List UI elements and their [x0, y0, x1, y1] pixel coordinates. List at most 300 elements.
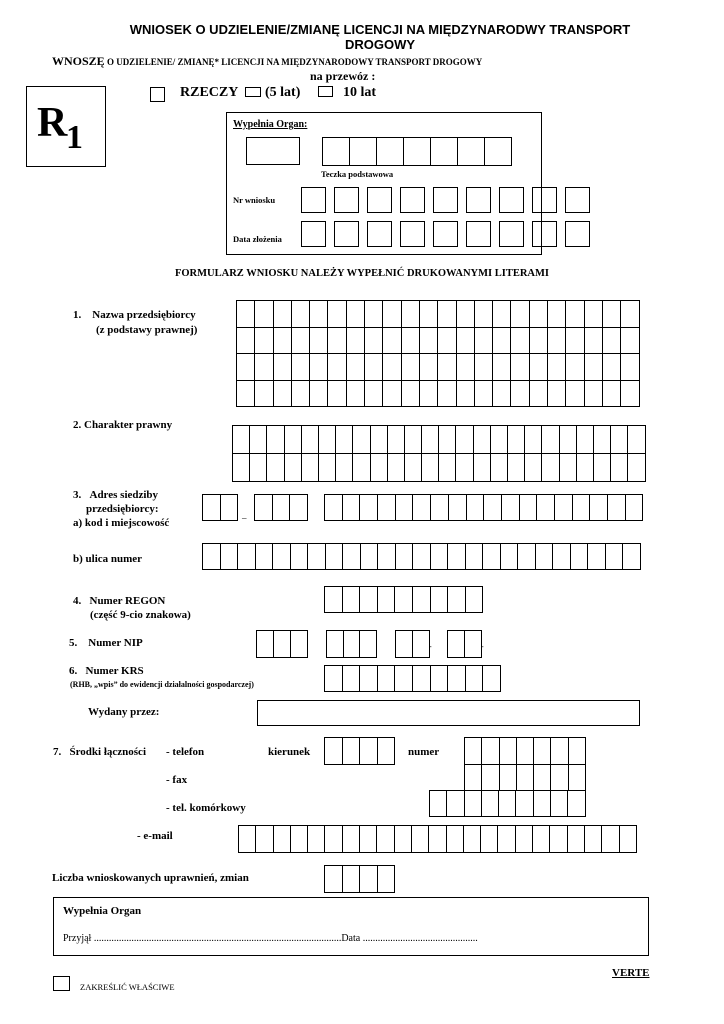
char-cell[interactable] [511, 301, 529, 328]
char-cell[interactable] [267, 454, 284, 482]
char-cell[interactable] [548, 328, 566, 355]
char-cell[interactable] [256, 544, 274, 570]
char-cell[interactable] [571, 544, 589, 570]
char-cell[interactable] [308, 544, 326, 570]
ten-years-label: 10 lat [343, 85, 377, 100]
char-cell[interactable] [568, 826, 585, 853]
office-use-bottom-box [53, 897, 649, 956]
char-cell[interactable] [274, 301, 292, 328]
filing-date-label: Data złożenia [233, 234, 282, 244]
char-cell[interactable] [405, 454, 422, 482]
char-cell[interactable] [542, 426, 559, 454]
char-cell[interactable] [498, 826, 515, 853]
char-cell[interactable] [343, 495, 361, 521]
char-cell[interactable] [525, 426, 542, 454]
char-cell[interactable] [250, 454, 267, 482]
application-number-label: Nr wniosku [233, 195, 276, 205]
char-cell[interactable] [511, 328, 529, 355]
char-cell[interactable] [457, 381, 475, 408]
char-cell[interactable] [402, 381, 420, 408]
char-cell[interactable] [585, 354, 603, 381]
char-cell[interactable] [438, 354, 456, 381]
char-cell[interactable] [533, 826, 550, 853]
char-cell[interactable] [310, 328, 328, 355]
char-cell[interactable] [475, 381, 493, 408]
char-cell[interactable] [255, 301, 273, 328]
office-prefix-box[interactable] [246, 137, 300, 165]
char-cell[interactable] [420, 301, 438, 328]
char-cell[interactable] [457, 301, 475, 328]
char-cell[interactable] [233, 454, 250, 482]
char-cell[interactable] [447, 826, 464, 853]
char-cell[interactable] [413, 587, 431, 613]
char-cell[interactable] [457, 354, 475, 381]
char-cell[interactable] [325, 666, 343, 692]
char-cell[interactable] [291, 826, 308, 853]
regon-sublabel: (część 9-cio znakowa) [90, 609, 191, 621]
email-cells[interactable] [238, 825, 637, 853]
mobile-label: - tel. komórkowy [166, 802, 246, 814]
char-cell[interactable] [475, 328, 493, 355]
char-cell[interactable] [534, 738, 551, 765]
char-cell[interactable] [585, 381, 603, 408]
char-cell[interactable] [520, 495, 538, 521]
char-cell[interactable] [274, 354, 292, 381]
char-cell[interactable] [448, 587, 466, 613]
char-cell[interactable] [237, 354, 255, 381]
char-cell[interactable] [628, 426, 645, 454]
char-cell[interactable] [378, 587, 396, 613]
char-cell[interactable] [501, 544, 519, 570]
char-cell[interactable] [378, 544, 396, 570]
char-cell[interactable] [536, 544, 554, 570]
char-cell[interactable] [456, 426, 473, 454]
char-cell[interactable] [467, 495, 485, 521]
char-cell[interactable] [347, 381, 365, 408]
char-cell[interactable] [405, 426, 422, 454]
char-cell[interactable] [553, 544, 571, 570]
char-cell[interactable] [448, 666, 466, 692]
char-cell[interactable] [431, 495, 449, 521]
char-cell[interactable] [465, 791, 482, 817]
char-cell[interactable] [439, 454, 456, 482]
permits-count-cells[interactable] [324, 865, 395, 893]
char-cell[interactable] [560, 426, 577, 454]
char-cell[interactable] [525, 454, 542, 482]
char-cell[interactable] [621, 354, 639, 381]
char-cell[interactable] [482, 791, 499, 817]
char-cell[interactable] [360, 666, 378, 692]
char-cell[interactable] [402, 354, 420, 381]
char-cell[interactable] [465, 765, 482, 791]
char-cell[interactable] [328, 354, 346, 381]
address-label: 3. Adres siedziby [73, 489, 159, 501]
char-cell[interactable] [566, 328, 584, 355]
char-cell[interactable] [457, 328, 475, 355]
char-cell[interactable] [221, 544, 239, 570]
char-cell[interactable] [530, 301, 548, 328]
char-cell[interactable] [422, 426, 439, 454]
office-use-box [226, 112, 542, 255]
form-code-box [26, 86, 106, 167]
company-name-grid[interactable] [236, 300, 640, 407]
issued-by-field[interactable] [257, 700, 640, 726]
char-cell[interactable] [292, 328, 310, 355]
regon-label: 4. Numer REGON [73, 595, 166, 607]
char-cell[interactable] [353, 426, 370, 454]
regon-cells[interactable] [324, 586, 483, 613]
char-cell[interactable] [328, 381, 346, 408]
char-cell[interactable] [517, 738, 534, 765]
krs-cells[interactable] [324, 665, 501, 692]
subtitle-first-word: WNOSZĘ [52, 54, 105, 68]
form-subtitle [52, 54, 482, 69]
char-cell[interactable] [603, 381, 621, 408]
char-cell[interactable] [447, 791, 464, 817]
char-cell[interactable] [448, 544, 466, 570]
char-cell[interactable] [292, 381, 310, 408]
char-cell[interactable] [413, 495, 431, 521]
char-cell[interactable] [456, 454, 473, 482]
char-cell[interactable] [395, 666, 413, 692]
goods-label: RZECZY [180, 85, 239, 100]
permits-count-label: Liczba wnioskowanych uprawnień, zmian [52, 872, 249, 884]
char-cell[interactable] [310, 381, 328, 408]
char-cell[interactable] [537, 495, 555, 521]
char-cell[interactable] [420, 328, 438, 355]
char-cell[interactable] [343, 666, 361, 692]
char-cell[interactable] [621, 301, 639, 328]
char-cell[interactable] [383, 328, 401, 355]
goods-checkbox[interactable] [150, 87, 165, 102]
char-cell[interactable] [383, 381, 401, 408]
char-cell[interactable] [365, 328, 383, 355]
char-cell[interactable] [517, 765, 534, 791]
char-cell[interactable] [274, 328, 292, 355]
char-cell[interactable] [328, 328, 346, 355]
char-cell[interactable] [594, 454, 611, 482]
phone-number-label: numer [408, 746, 440, 758]
char-cell[interactable] [430, 791, 447, 817]
char-cell[interactable] [516, 791, 533, 817]
office-use-bottom-heading: Wypełnia Organ [63, 905, 142, 917]
char-cell[interactable] [606, 544, 624, 570]
char-cell[interactable] [548, 354, 566, 381]
char-cell[interactable] [482, 765, 499, 791]
char-cell[interactable] [590, 495, 608, 521]
char-cell[interactable] [550, 826, 567, 853]
char-cell[interactable] [310, 301, 328, 328]
char-cell[interactable] [256, 826, 273, 853]
char-cell[interactable] [239, 826, 256, 853]
char-cell[interactable] [255, 381, 273, 408]
char-cell[interactable] [285, 454, 302, 482]
char-cell[interactable] [319, 454, 336, 482]
char-cell[interactable] [274, 826, 291, 853]
char-cell[interactable] [325, 495, 343, 521]
char-cell[interactable] [325, 826, 342, 853]
company-name-sublabel: (z podstawy prawnej) [96, 324, 198, 336]
char-cell[interactable] [530, 381, 548, 408]
char-cell[interactable] [577, 426, 594, 454]
main-folder-label: Teczka podstawowa [321, 169, 394, 179]
char-cell[interactable] [482, 738, 499, 765]
char-cell[interactable] [603, 301, 621, 328]
char-cell[interactable] [516, 826, 533, 853]
issued-by-label: Wydany przez: [88, 706, 160, 718]
char-cell[interactable] [585, 826, 602, 853]
char-cell[interactable] [551, 765, 568, 791]
char-cell[interactable] [365, 301, 383, 328]
char-cell[interactable] [360, 826, 377, 853]
char-cell[interactable] [603, 354, 621, 381]
nip-cells-group2[interactable] [326, 630, 377, 658]
char-cell[interactable] [361, 544, 379, 570]
char-cell[interactable] [347, 328, 365, 355]
char-cell[interactable] [475, 301, 493, 328]
char-cell[interactable] [577, 454, 594, 482]
char-cell[interactable] [336, 454, 353, 482]
char-cell[interactable] [343, 826, 360, 853]
char-cell[interactable] [484, 495, 502, 521]
char-cell[interactable] [502, 495, 520, 521]
char-cell[interactable] [439, 426, 456, 454]
char-cell[interactable] [466, 544, 484, 570]
ten-years-checkbox[interactable] [318, 86, 333, 97]
char-cell[interactable] [378, 666, 396, 692]
char-cell[interactable] [623, 544, 641, 570]
five-years-checkbox[interactable] [245, 87, 261, 97]
char-cell[interactable] [464, 826, 481, 853]
char-cell[interactable] [530, 354, 548, 381]
fax-cells[interactable] [464, 764, 586, 791]
char-cell[interactable] [343, 587, 361, 613]
char-cell[interactable] [548, 301, 566, 328]
char-cell[interactable] [371, 426, 388, 454]
address-sublabel: przedsiębiorcy: [86, 503, 159, 515]
char-cell[interactable] [360, 495, 378, 521]
char-cell[interactable] [267, 426, 284, 454]
char-cell[interactable] [238, 544, 256, 570]
char-cell[interactable] [308, 826, 325, 853]
char-cell[interactable] [500, 765, 517, 791]
legal-form-grid[interactable] [232, 425, 646, 482]
char-cell[interactable] [383, 354, 401, 381]
char-cell[interactable] [466, 587, 484, 613]
char-cell[interactable] [474, 454, 491, 482]
char-cell[interactable] [274, 381, 292, 408]
char-cell[interactable] [255, 328, 273, 355]
char-cell[interactable] [594, 426, 611, 454]
char-cell[interactable] [466, 666, 484, 692]
street-number-cells[interactable] [202, 543, 641, 570]
char-cell[interactable] [291, 544, 309, 570]
char-cell[interactable] [566, 381, 584, 408]
char-cell[interactable] [395, 826, 412, 853]
char-cell[interactable] [620, 826, 637, 853]
nip-cells-group3[interactable] [395, 630, 430, 658]
char-cell[interactable] [551, 738, 568, 765]
char-cell[interactable] [353, 454, 370, 482]
char-cell[interactable] [420, 354, 438, 381]
char-cell[interactable] [250, 426, 267, 454]
char-cell[interactable] [302, 426, 319, 454]
char-cell[interactable] [530, 328, 548, 355]
char-cell[interactable] [621, 328, 639, 355]
char-cell[interactable] [378, 495, 396, 521]
char-cell[interactable] [273, 544, 291, 570]
char-cell[interactable] [585, 328, 603, 355]
char-cell[interactable] [285, 426, 302, 454]
char-cell[interactable] [402, 328, 420, 355]
nip-cells-group4[interactable] [447, 630, 482, 658]
char-cell[interactable] [491, 426, 508, 454]
char-cell[interactable] [347, 301, 365, 328]
char-cell[interactable] [551, 791, 568, 817]
char-cell[interactable] [438, 328, 456, 355]
char-cell[interactable] [431, 544, 449, 570]
char-cell[interactable] [566, 301, 584, 328]
char-cell[interactable] [481, 826, 498, 853]
char-cell[interactable] [475, 354, 493, 381]
area-code-label: kierunek [268, 746, 311, 758]
company-name-label: 1. Nazwa przedsiębiorcy [73, 309, 196, 321]
char-cell[interactable] [237, 328, 255, 355]
char-cell[interactable] [493, 301, 511, 328]
char-cell[interactable] [377, 826, 394, 853]
nip-dash-2: - [481, 642, 484, 651]
char-cell[interactable] [508, 426, 525, 454]
char-cell[interactable] [555, 495, 573, 521]
char-cell[interactable] [511, 354, 529, 381]
phone-label: - telefon [166, 746, 205, 758]
postcode-part2-cells[interactable] [254, 494, 308, 521]
char-cell[interactable] [203, 544, 221, 570]
char-cell[interactable] [365, 354, 383, 381]
char-cell[interactable] [310, 354, 328, 381]
char-cell[interactable] [429, 826, 446, 853]
char-cell[interactable] [611, 454, 628, 482]
char-cell[interactable] [491, 454, 508, 482]
char-cell[interactable] [621, 381, 639, 408]
char-cell[interactable] [347, 354, 365, 381]
char-cell[interactable] [319, 426, 336, 454]
char-cell[interactable] [422, 454, 439, 482]
char-cell[interactable] [534, 791, 551, 817]
char-cell[interactable] [371, 454, 388, 482]
char-cell[interactable] [438, 381, 456, 408]
char-cell[interactable] [585, 301, 603, 328]
postcode-part1-cells[interactable] [202, 494, 238, 521]
char-cell[interactable] [326, 544, 344, 570]
char-cell[interactable] [542, 454, 559, 482]
char-cell[interactable] [325, 587, 343, 613]
char-cell[interactable] [420, 381, 438, 408]
char-cell[interactable] [255, 354, 273, 381]
city-cells[interactable] [324, 494, 643, 521]
char-cell[interactable] [566, 354, 584, 381]
char-cell[interactable] [438, 301, 456, 328]
char-cell[interactable] [493, 354, 511, 381]
char-cell[interactable] [395, 587, 413, 613]
char-cell[interactable] [292, 301, 310, 328]
char-cell[interactable] [402, 301, 420, 328]
char-cell[interactable] [474, 426, 491, 454]
char-cell[interactable] [560, 454, 577, 482]
char-cell[interactable] [388, 454, 405, 482]
received-by-line: Przyjął ...................................................................................................Data .............................................. [63, 933, 478, 944]
char-cell[interactable] [500, 738, 517, 765]
char-cell[interactable] [396, 495, 414, 521]
char-cell[interactable] [499, 791, 516, 817]
char-cell[interactable] [611, 426, 628, 454]
char-cell[interactable] [588, 544, 606, 570]
main-folder-grid[interactable] [322, 137, 512, 166]
char-cell[interactable] [413, 544, 431, 570]
char-cell[interactable] [328, 301, 346, 328]
char-cell[interactable] [237, 381, 255, 408]
char-cell[interactable] [412, 826, 429, 853]
char-cell[interactable] [569, 765, 586, 791]
char-cell[interactable] [534, 765, 551, 791]
char-cell[interactable] [493, 328, 511, 355]
char-cell[interactable] [383, 301, 401, 328]
char-cell[interactable] [431, 666, 449, 692]
nip-dash-1: - [429, 642, 432, 651]
char-cell[interactable] [626, 495, 644, 521]
char-cell[interactable] [413, 666, 431, 692]
char-cell[interactable] [568, 791, 585, 817]
char-cell[interactable] [396, 544, 414, 570]
char-cell[interactable] [233, 426, 250, 454]
char-cell[interactable] [511, 381, 529, 408]
char-cell[interactable] [608, 495, 626, 521]
postcode-dash: – [242, 513, 247, 523]
legal-form-label: 2. Charakter prawny [73, 419, 173, 431]
mobile-cells[interactable] [429, 790, 586, 817]
char-cell[interactable] [292, 354, 310, 381]
char-cell[interactable] [573, 495, 591, 521]
char-cell[interactable] [508, 454, 525, 482]
char-cell[interactable] [302, 454, 319, 482]
form-code-letter: R [37, 100, 68, 146]
char-cell[interactable] [493, 381, 511, 408]
area-code-cells[interactable] [324, 737, 395, 765]
char-cell[interactable] [465, 738, 482, 765]
char-cell[interactable] [569, 738, 586, 765]
char-cell[interactable] [388, 426, 405, 454]
char-cell[interactable] [483, 666, 501, 692]
mark-appropriate-checkbox[interactable] [53, 976, 70, 991]
phone-number-cells[interactable] [464, 737, 586, 765]
char-cell[interactable] [431, 587, 449, 613]
char-cell[interactable] [365, 381, 383, 408]
char-cell[interactable] [237, 301, 255, 328]
char-cell[interactable] [449, 495, 467, 521]
char-cell[interactable] [628, 454, 645, 482]
street-number-label: b) ulica numer [73, 553, 143, 565]
char-cell[interactable] [336, 426, 353, 454]
char-cell[interactable] [360, 587, 378, 613]
char-cell[interactable] [603, 328, 621, 355]
char-cell[interactable] [343, 544, 361, 570]
instruction-text: FORMULARZ WNIOSKU NALEŻY WYPEŁNIĆ DRUKOWANYMI LITERAMI [174, 268, 550, 279]
char-cell[interactable] [602, 826, 619, 853]
char-cell[interactable] [483, 544, 501, 570]
nip-cells-group1[interactable] [256, 630, 308, 658]
char-cell[interactable] [518, 544, 536, 570]
char-cell[interactable] [548, 381, 566, 408]
